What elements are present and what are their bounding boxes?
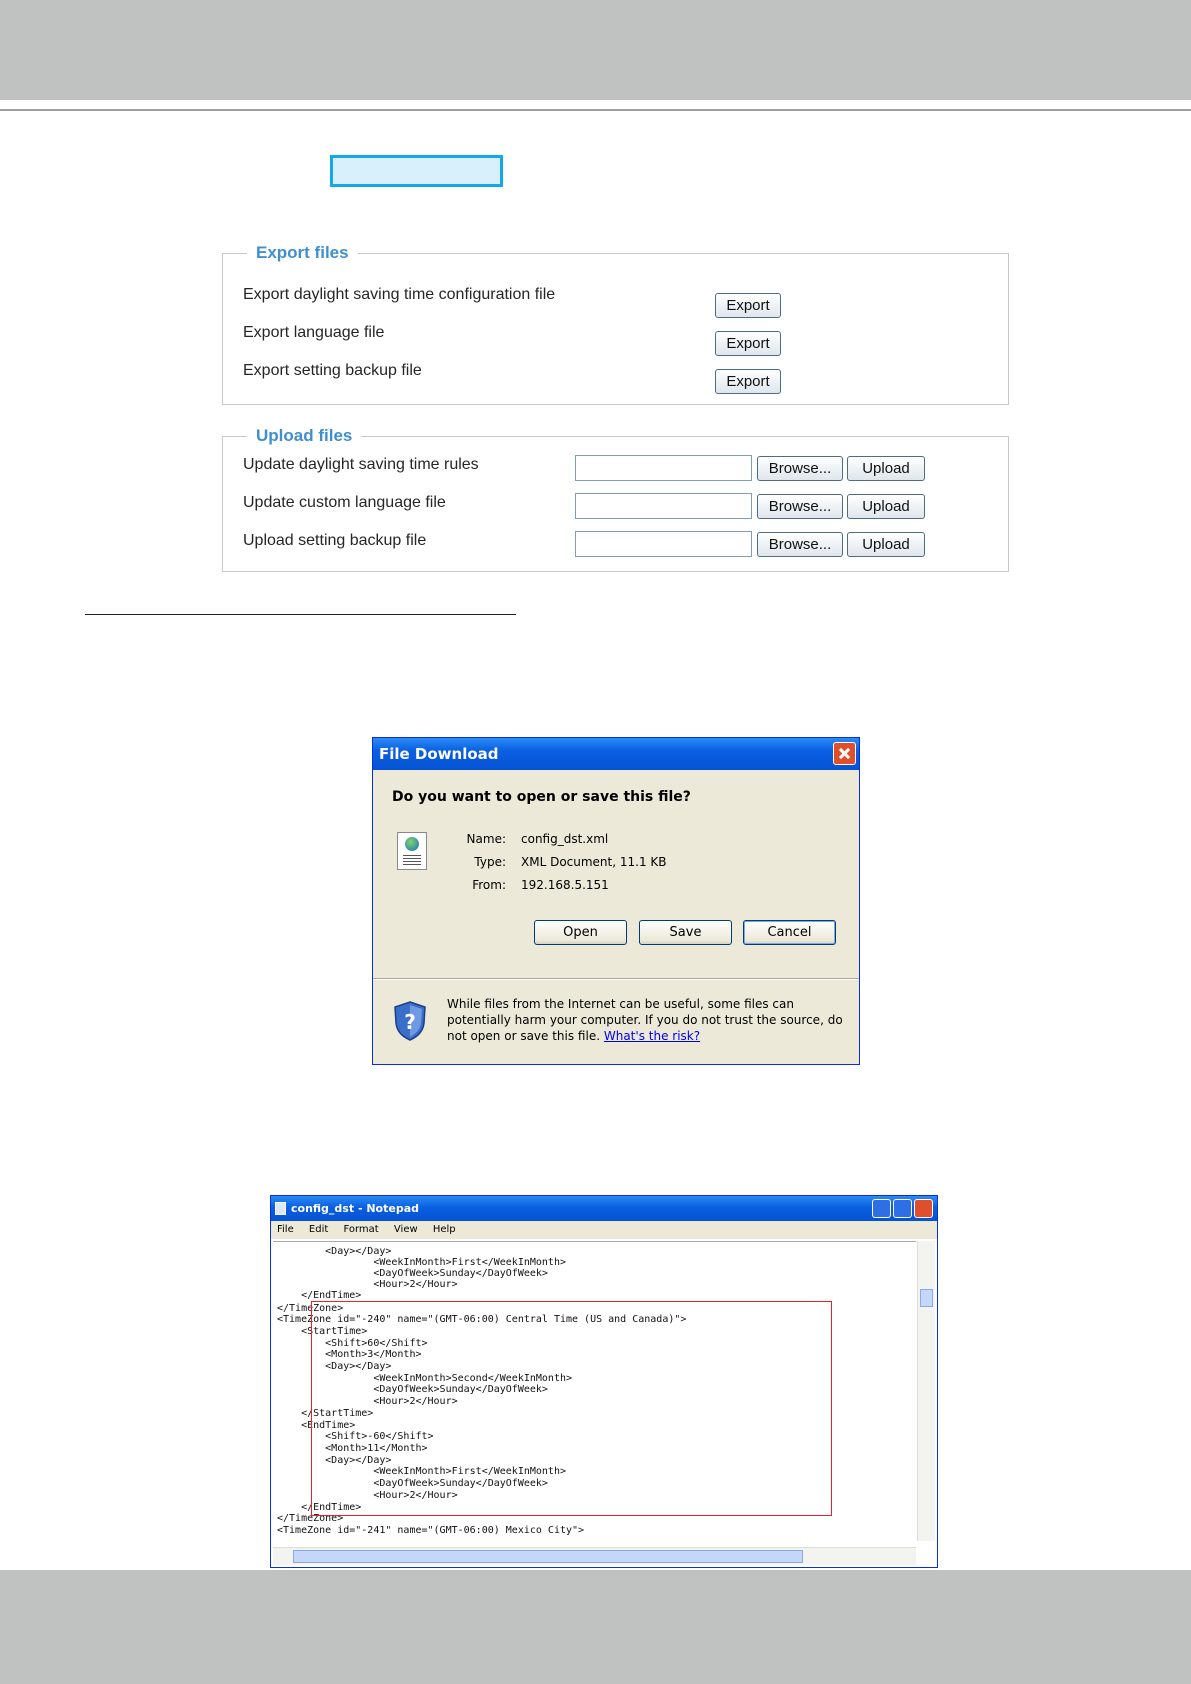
upload-backup-upload-button[interactable]: Upload: [847, 532, 925, 557]
header-rule: [0, 109, 1191, 111]
text-line: <Day></Day>: [277, 1246, 392, 1257]
menu-edit[interactable]: Edit: [308, 1224, 329, 1235]
upload-backup-label: Upload setting backup file: [243, 532, 427, 549]
text-line: <WeekInMonth>First</WeekInMonth>: [277, 1466, 566, 1477]
upload-backup-browse-button[interactable]: Browse...: [757, 532, 843, 557]
text-line: <Month>11</Month>: [277, 1443, 428, 1454]
close-icon[interactable]: [833, 742, 856, 765]
maximize-icon[interactable]: [893, 1199, 912, 1218]
export-dst-button[interactable]: Export: [715, 293, 781, 318]
text-line: <DayOfWeek>Sunday</DayOfWeek>: [277, 1478, 548, 1489]
text-line: <Shift>60</Shift>: [277, 1338, 428, 1349]
cancel-button[interactable]: Cancel: [743, 920, 836, 945]
text-line: <WeekInMonth>First</WeekInMonth>: [277, 1257, 566, 1268]
text-line: </TimeZone>: [277, 1303, 344, 1314]
open-button[interactable]: Open: [534, 920, 627, 945]
export-dst-label: Export daylight saving time configuration file: [243, 286, 556, 303]
menu-help[interactable]: Help: [432, 1224, 456, 1235]
text-line: </EndTime>: [277, 1290, 362, 1301]
upload-dst-label: Update daylight saving time rules: [243, 456, 479, 473]
menu-view[interactable]: View: [393, 1224, 418, 1235]
text-line: <EndTime>: [277, 1420, 356, 1431]
upload-language-label: Update custom language file: [243, 494, 446, 511]
text-line: </StartTime>: [277, 1408, 374, 1419]
dialog-title-bar[interactable]: [373, 738, 859, 770]
file-download-dialog: [372, 737, 860, 1065]
from-value: 192.168.5.151: [521, 878, 609, 892]
vertical-scrollbar[interactable]: [917, 1241, 935, 1541]
text-line: <Month>3</Month>: [277, 1349, 422, 1360]
upload-backup-file-input[interactable]: [575, 531, 752, 557]
dialog-separator: [373, 978, 859, 980]
from-key: From:: [472, 878, 506, 892]
vertical-scroll-thumb[interactable]: [920, 1289, 933, 1307]
upload-dst-file-input[interactable]: [575, 455, 752, 481]
text-line: </TimeZone>: [277, 1513, 344, 1524]
name-value: config_dst.xml: [521, 832, 609, 846]
save-button[interactable]: Save: [639, 920, 732, 945]
dialog-question: Do you want to open or save this file?: [392, 789, 691, 805]
horizontal-scroll-thumb[interactable]: [293, 1550, 803, 1563]
text-line: <WeekInMonth>Second</WeekInMonth>: [277, 1373, 573, 1384]
page-header-band: [0, 0, 1191, 100]
upload-files-legend: Upload files: [256, 426, 353, 445]
name-key: Name:: [466, 832, 506, 846]
upload-dst-upload-button[interactable]: Upload: [847, 456, 925, 481]
dialog-title: File Download: [379, 745, 499, 763]
text-line: <StartTime>: [277, 1326, 368, 1337]
menu-file[interactable]: File: [277, 1224, 294, 1235]
export-language-button[interactable]: Export: [715, 331, 781, 356]
text-line: <TimeZone id="-241" name="(GMT-06:00) Mexico City">: [277, 1525, 585, 1536]
warning-text: While files from the Internet can be useful, some files can potentially harm your computer. If you do not trust the source, do not open or save this file.: [447, 997, 843, 1043]
type-key: Type:: [474, 855, 506, 869]
page-footer-band: [0, 1570, 1191, 1684]
upload-language-file-input[interactable]: [575, 493, 752, 519]
security-warning: [447, 996, 847, 1044]
text-line: </EndTime>: [277, 1502, 362, 1513]
export-files-legend: Export files: [256, 243, 349, 262]
text-line: <Day></Day>: [277, 1361, 392, 1372]
notepad-menubar: [271, 1221, 937, 1239]
highlighted-menu-item[interactable]: [330, 155, 503, 187]
svg-text:?: ?: [404, 1010, 416, 1034]
upload-language-upload-button[interactable]: Upload: [847, 494, 925, 519]
notepad-title-bar[interactable]: [271, 1196, 937, 1221]
horizontal-scrollbar[interactable]: [273, 1547, 916, 1565]
text-line: <DayOfWeek>Sunday</DayOfWeek>: [277, 1268, 548, 1279]
text-line: <Day></Day>: [277, 1455, 392, 1466]
whats-the-risk-link[interactable]: What's the risk?: [603, 1029, 701, 1043]
text-line: <Hour>2</Hour>: [277, 1279, 458, 1290]
xml-file-icon: [397, 832, 427, 870]
text-line: <Hour>2</Hour>: [277, 1490, 458, 1501]
menu-format[interactable]: Format: [343, 1224, 379, 1235]
text-line: <Shift>-60</Shift>: [277, 1431, 434, 1442]
text-line: <TimeZone id="-240" name="(GMT-06:00) Central Time (US and Canada)">: [277, 1314, 687, 1325]
export-backup-label: Export setting backup file: [243, 362, 422, 379]
upload-language-browse-button[interactable]: Browse...: [757, 494, 843, 519]
close-icon[interactable]: [914, 1199, 933, 1218]
export-backup-button[interactable]: Export: [715, 369, 781, 394]
type-value: XML Document, 11.1 KB: [521, 855, 667, 869]
highlight-box: [311, 1301, 832, 1516]
minimize-icon[interactable]: [872, 1199, 891, 1218]
notepad-icon: [275, 1202, 286, 1215]
export-language-label: Export language file: [243, 324, 385, 341]
upload-dst-browse-button[interactable]: Browse...: [757, 456, 843, 481]
text-line: <DayOfWeek>Sunday</DayOfWeek>: [277, 1384, 548, 1395]
notepad-title: config_dst - Notepad: [291, 1202, 419, 1215]
security-shield-icon: [393, 1001, 427, 1041]
text-line: <Hour>2</Hour>: [277, 1396, 458, 1407]
section-divider: [85, 614, 516, 615]
